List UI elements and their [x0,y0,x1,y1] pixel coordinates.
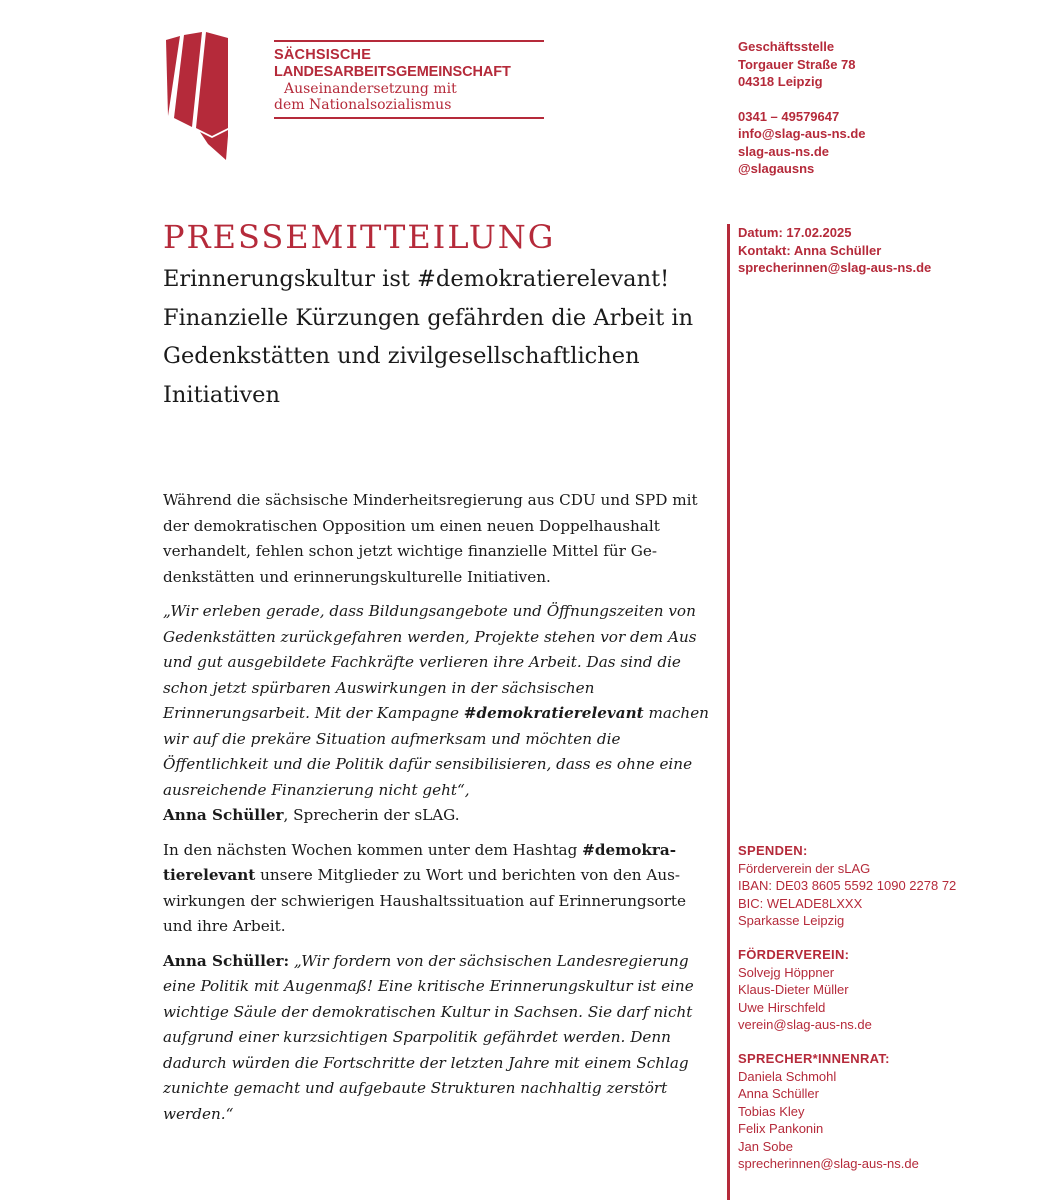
column-divider [727,224,730,1200]
donations-line: Förderverein der sLAG [738,860,871,876]
quote-part-b: machen wir auf die prekäre Situation aufmerksam und möchten die Öffentlichkeit und die Politik dafür sensibilisieren, dass es ohne eine ausreichende Finanzierung nicht geht“, [163,704,709,799]
logo-line-1: SÄCHSISCHE [274,47,372,63]
speaker-line: Tobias Kley [738,1103,805,1119]
paragraph-3 [163,838,711,940]
donations-line: BIC: WELADE8LXXX [738,895,863,911]
donations-section [738,842,1038,930]
press-date: Datum: 17.02.2025 [738,225,852,240]
office-phone: 0341 – 49579647 [738,108,840,124]
logo-line-2: LANDESARBEITSGEMEINSCHAFT [274,64,511,80]
logo-rule-top [274,40,544,42]
speaker-line: Felix Pankonin [738,1121,824,1136]
speakers-heading: SPRECHER*INNENRAT: [738,1051,890,1066]
hashtag-inline: #demokratierelevant [163,840,677,884]
press-meta [738,224,931,277]
association-line: Uwe Hirschfeld [738,999,826,1015]
association-line: Solvejg Höppner [738,964,835,980]
speakers-section [738,1050,1038,1173]
slag-logo-icon [162,32,234,162]
paragraph-4 [163,949,711,1128]
association-email[interactable]: verein@slag-aus-ns.de [738,1017,872,1032]
donations-line: Sparkasse Leipzig [738,913,845,928]
donations-line: IBAN: DE03 8605 5592 1090 2278 72 [738,878,957,893]
association-heading: FÖRDERVEREIN: [738,947,850,962]
donations-heading: SPENDEN: [738,843,808,858]
press-contact-email[interactable]: sprecherinnen@slag-aus-ns.de [738,260,932,275]
speakers-email[interactable]: sprecherinnen@slag-aus-ns.de [738,1156,919,1171]
logo-wordmark [274,40,546,119]
office-email[interactable]: info@slag-aus-ns.de [738,126,866,141]
logo-line-3: Auseinandersetzung mit [284,81,457,97]
closing-quote: „Wir fordern von der sächsischen Landesregierung eine Politik mit Augenmaß! Eine kritische Erinnerungskultur ist eine wichtige Säule der demokratischen Kultur in Sachsen. Sie darf nicht aufgrund einer kurzsichtigen Sparpolitik gefährdet werden. Denn dadurch würden die Fortschritte der letzten Jahre mit einem Schlag zunichte gemacht und aufgebaute Strukturen nachhaltig zerstört werden.“ [163,951,694,1123]
logo-rule-bottom [274,117,544,119]
logo-line-4: dem Nationalsozialismus [274,97,452,113]
office-heading: Geschäftsstelle [738,39,835,54]
press-contact: Kontakt: Anna Schüller [738,242,882,258]
hashtag-demokratierelevant: #demokratierelevant [463,704,644,722]
speaker-line: Daniela Schmohl [738,1068,837,1084]
speaker-line: Anna Schüller [738,1086,819,1101]
quote-speaker: Anna Schüller: [163,951,290,970]
association-line: Klaus-Dieter Müller [738,982,849,997]
press-body [163,488,711,1136]
paragraph-1: Während die sächsische Minderheitsregierung aus CDU und SPD mit der demokratischen Opposition um einen neuen Doppelhaushalt verhandelt, fehlen schon jetzt wichtige finanzielle Mittel für Gedenkstätten und erinnerungskulturelle Initiativen. [163,491,698,586]
office-social[interactable]: @slagausns [738,161,815,176]
office-city: 04318 Leipzig [738,74,823,89]
speaker-name: Anna Schüller [163,806,284,824]
quote-part-a: „Wir erleben gerade, dass Bildungsangebote und Öffnungszeiten von Gedenkstätten zurückgefahren werden, Projekte stehen vor dem Aus und gut ausgebildete Fachkräfte verlieren ihre Arbeit. Das sind die schon jetzt spürbaren Auswirkungen in der sächsischen Erinnerungsarbeit. Mit der Kampagne [163,602,697,722]
p3-text-a: In den nächsten Wochen kommen unter dem Hashtag [163,840,583,859]
p3-text-b: unsere Mitglieder zu Wort und berichten von den Auswirkungen der schwierigen Haushaltssituation auf Erinnerungsorte und ihre Arbeit. [163,866,687,935]
speaker-role: , Sprecherin der sLAG. [283,806,460,824]
paragraph-2 [163,599,711,829]
office-website[interactable]: slag-aus-ns.de [738,143,830,159]
press-headline: Erinnerungskultur ist #demokratierelevant! Finanzielle Kürzungen gefährden die Arbeit in Gedenkstätten und zivilgesellschaftlichen Initiativen [163,266,694,408]
association-section [738,946,1038,1034]
page-title: PRESSEMITTEILUNG [163,218,556,256]
office-address [738,38,866,178]
speaker-line: Jan Sobe [738,1138,793,1154]
office-street: Torgauer Straße 78 [738,56,856,72]
